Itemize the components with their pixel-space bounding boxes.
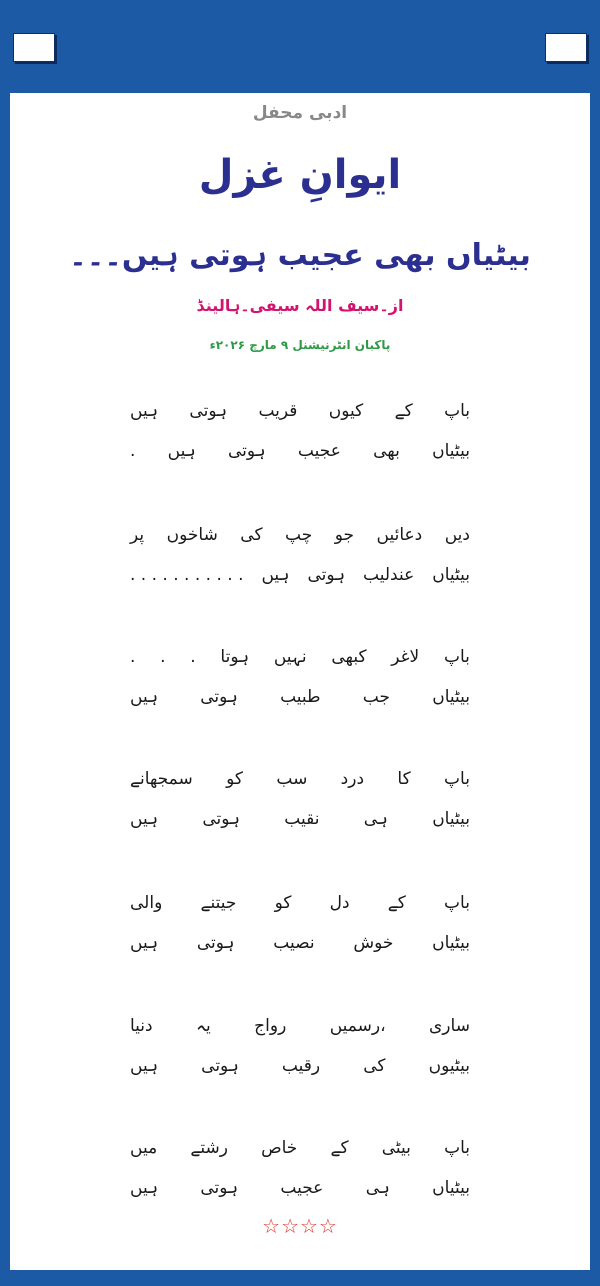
poem-word: ہوتی	[200, 687, 238, 707]
poem-line	[130, 391, 470, 431]
poem-word: بیٹیاں	[432, 1178, 470, 1198]
poem-word: ہیں	[261, 565, 290, 585]
poem-line	[130, 677, 470, 717]
poem-word: ہیں	[130, 1178, 159, 1198]
section-label: ادبی محفل	[252, 103, 348, 123]
page-title: ایوانِ غزل	[198, 152, 402, 198]
poem-word: .	[190, 647, 196, 667]
poem-word: لاغر	[391, 647, 420, 667]
poem-word: . . . . . . . . . . .	[130, 565, 244, 585]
poem-word: قریب	[258, 401, 298, 421]
poem-word: رشتے	[190, 1138, 228, 1158]
poem-word: رواج	[254, 1016, 287, 1036]
poem-title: بیٹیاں بھی عجیب ہوتی ہیں۔۔۔	[69, 238, 531, 273]
poem-word: جیتنے	[200, 893, 237, 913]
poem-word: بیٹیاں	[432, 809, 470, 829]
poem-stanza	[130, 515, 470, 595]
poem-word: بیٹیاں	[432, 565, 470, 585]
poem-word: عجیب	[297, 441, 341, 461]
poem-word: ہوتی	[202, 809, 240, 829]
poem-word: چپ	[285, 525, 313, 545]
poem-word: جب	[362, 687, 390, 707]
poem-word: کے	[394, 401, 413, 421]
poem-word: بیٹیاں	[432, 933, 470, 953]
poem-line	[130, 799, 470, 839]
poem-line	[130, 759, 470, 799]
poem-word: ہی	[363, 809, 388, 829]
poem-word: عندلیب	[363, 565, 415, 585]
poem-word: نصیب	[273, 933, 315, 953]
poem-word: طبیب	[280, 687, 321, 707]
poem-word: والی	[130, 893, 163, 913]
poem-word: دعائیں	[376, 525, 423, 545]
poem-line	[130, 637, 470, 677]
poem-word: رسمیں،	[329, 1016, 386, 1036]
poem-line	[130, 555, 470, 595]
poem-word: دیں	[444, 525, 470, 545]
poem-word: باپ	[443, 647, 470, 667]
poem-word: رقیب	[281, 1056, 321, 1076]
poem-word: پر	[130, 525, 145, 545]
poem-word: ہوتا	[220, 647, 250, 667]
poem-word: باپ	[444, 769, 470, 789]
poem-word: باپ	[444, 1138, 470, 1158]
poem-word: نہیں	[273, 647, 307, 667]
poem-stanza	[130, 1128, 470, 1208]
poem-word: کو	[226, 769, 244, 789]
poem-line	[130, 1128, 470, 1168]
poem-stanza	[130, 637, 470, 717]
poem-stanza	[130, 391, 470, 471]
poem-line	[130, 431, 470, 471]
poem-line	[130, 515, 470, 555]
poem-word: بیٹیوں	[428, 1056, 470, 1076]
content-panel	[10, 93, 590, 1270]
poem-stanza	[130, 1006, 470, 1086]
poem-word: .	[130, 441, 136, 461]
poem-word: دنیا	[130, 1016, 153, 1036]
poem-line	[130, 883, 470, 923]
author-byline: از۔سیف اللہ سیفی۔ہالینڈ	[196, 296, 404, 315]
poem-word: خوش	[353, 933, 394, 953]
header-box-left	[13, 33, 55, 62]
poem-word: بیٹیاں	[432, 441, 470, 461]
poem-word: ساری	[429, 1016, 470, 1036]
poem-line	[130, 1168, 470, 1208]
poem-line	[130, 923, 470, 963]
header-box-right	[545, 33, 587, 62]
poem-word: کی	[240, 525, 263, 545]
poem-word: خاص	[261, 1138, 298, 1158]
poem-word: ہوتی	[200, 1178, 239, 1198]
poem-line	[130, 1006, 470, 1046]
poem-word: کا	[397, 769, 411, 789]
poem-stanza	[130, 759, 470, 839]
poem-word: دل	[329, 893, 350, 913]
poem-word: باپ	[444, 893, 470, 913]
poem-stanza	[130, 883, 470, 963]
poem-line	[130, 1046, 470, 1086]
poem-word: یہ	[196, 1016, 211, 1036]
poem-word: جو	[334, 525, 355, 545]
poem-word: ہیں	[130, 687, 159, 707]
publication-dateline: پاکبان انٹرنیشنل ۹ مارچ ۲۰۲۶ء	[209, 338, 391, 352]
poem-word: بیٹیاں	[432, 687, 470, 707]
poem-word: ہوتی	[189, 401, 228, 421]
poem-word: کبھی	[331, 647, 367, 667]
poem-word: ہوتی	[196, 933, 235, 953]
poem-word: کی	[363, 1056, 386, 1076]
poem-word: درد	[340, 769, 365, 789]
poem-word: ہوتی	[201, 1056, 239, 1076]
poem-word: .	[160, 647, 166, 667]
poem-word: کیوں	[328, 401, 364, 421]
poem-word: شاخوں	[166, 525, 218, 545]
footer-stars: ☆☆☆☆	[262, 1214, 338, 1238]
poem-word: میں	[130, 1138, 158, 1158]
poem-word: بھی	[373, 441, 400, 461]
poem-word: ہیں	[130, 1056, 159, 1076]
poem-word: ہیں	[130, 933, 159, 953]
poem-word: سب	[276, 769, 308, 789]
poem-word: ہیں	[167, 441, 196, 461]
poem-word: ہوتی	[307, 565, 346, 585]
poem-word: سمجھانے	[130, 769, 193, 789]
poem-word: نقیب	[284, 809, 320, 829]
poem-word: ہی	[365, 1178, 390, 1198]
poem-word: کے	[387, 893, 406, 913]
poem-word: کے	[330, 1138, 349, 1158]
poem-word: باپ	[444, 401, 470, 421]
poem-word: کو	[274, 893, 292, 913]
poem-word: ہوتی	[227, 441, 266, 461]
poem-word: ہیں	[130, 401, 159, 421]
poem-word: عجیب	[280, 1178, 324, 1198]
poem-word: بیٹی	[381, 1138, 411, 1158]
poem-word: ہیں	[130, 809, 159, 829]
poem-word: .	[130, 647, 136, 667]
